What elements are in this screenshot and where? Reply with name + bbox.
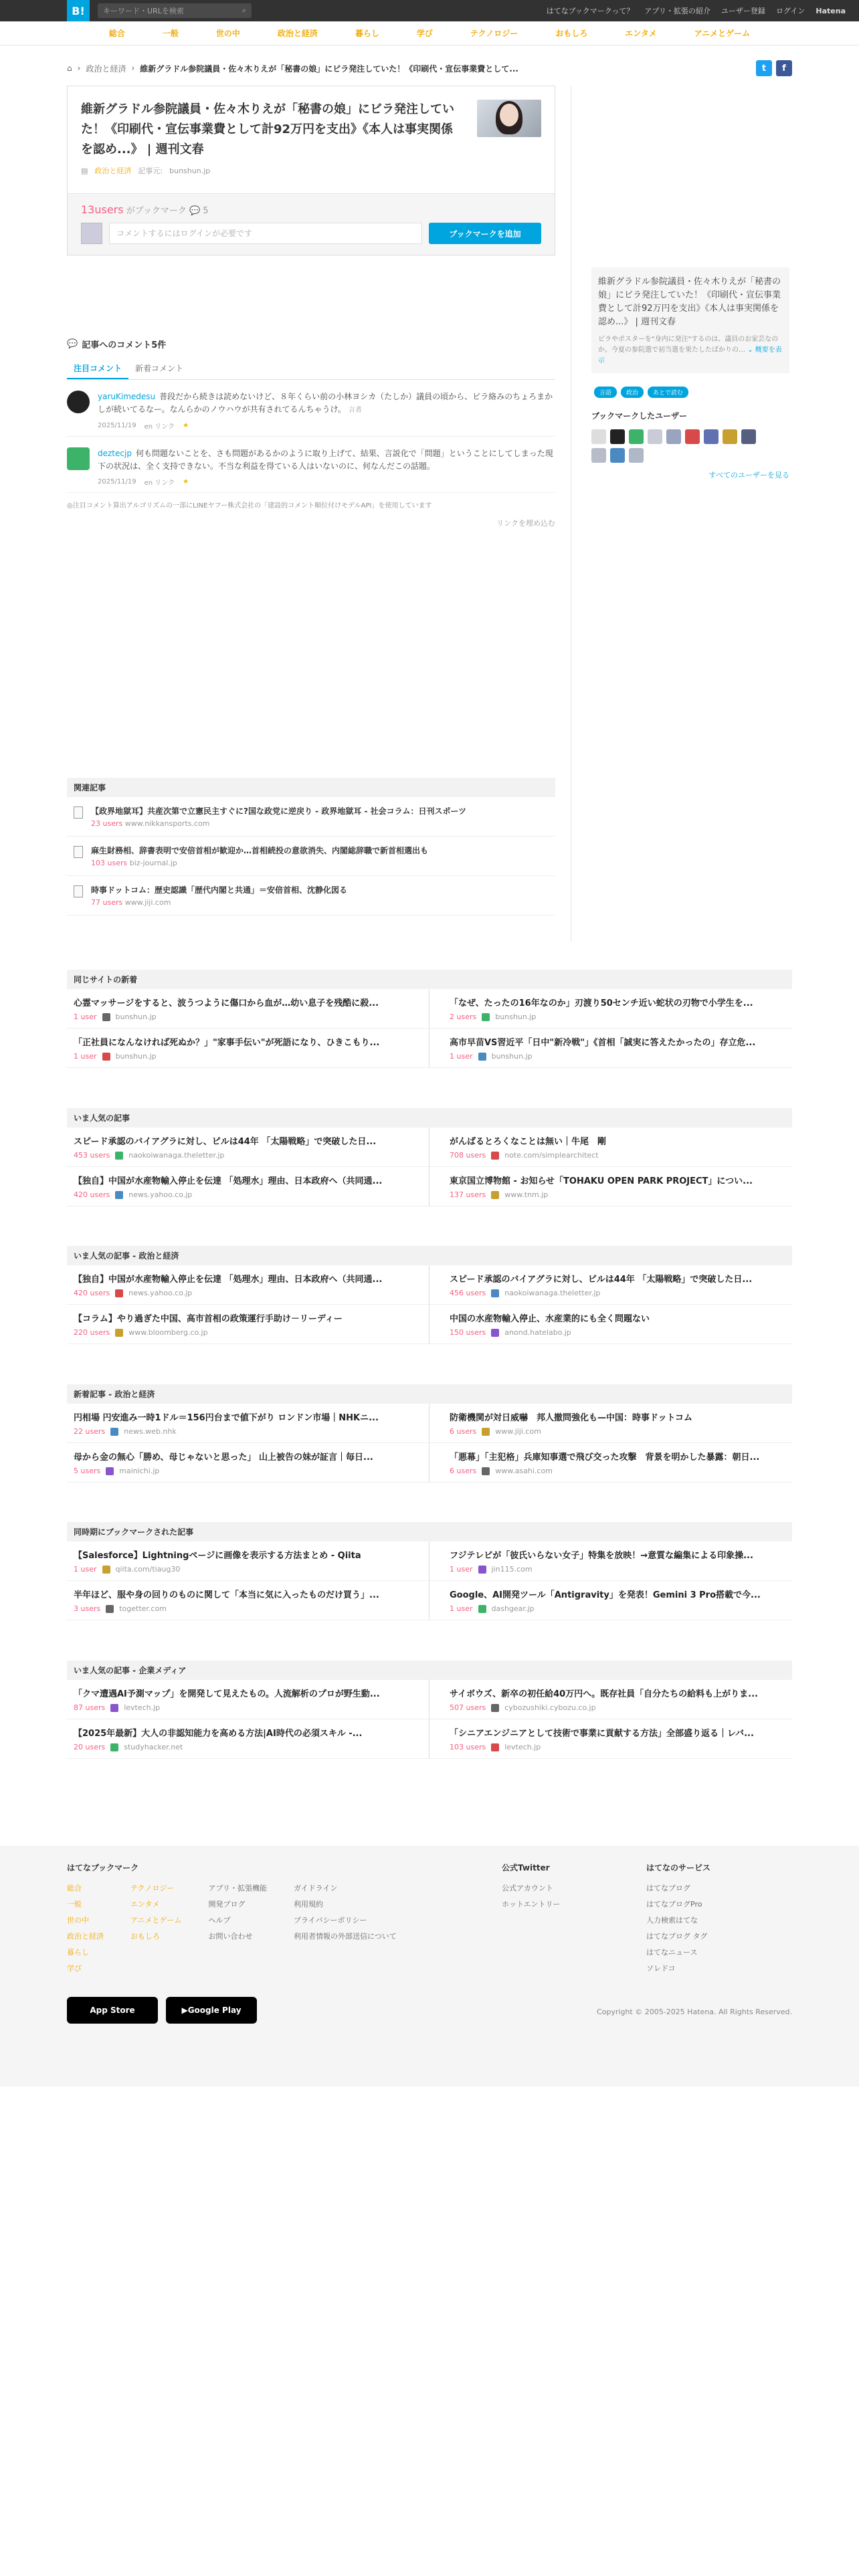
entry-title[interactable]: 半年ほど、服や身の回りのものに関して「本当に気に入ったものだけ買う」... [74,1590,379,1600]
favicon-icon [106,1467,114,1475]
comment-text: 何も問題ないことを、さも問題があるかのように取り上げて、結果、言説化で「問題」ということにしてしまった現下の状況は、全く支持できない。不当な利益を得ている人はいないのに、何なんだこの話題。 [98,449,553,471]
entry-title[interactable]: がんばるとろくなことは無い｜牛尾 剛 [450,1137,607,1147]
footer-link[interactable]: はてなブログPro [646,1900,702,1909]
breadcrumb-title: 維新グラドル参院議員・佐々木りえが「秘書の娘」にビラ発注していた！《印刷代・宣伝事業費として... [140,64,518,74]
favicon-icon [491,1704,499,1712]
entry-title[interactable]: 東京国立博物館 - お知らせ「TOHAKU OPEN PARK PROJECT」につい... [450,1176,753,1186]
users-count[interactable]: 5 users [74,1467,101,1475]
cat-game[interactable]: アニメとゲーム [694,29,751,38]
list-item[interactable] [67,989,430,1029]
embed-link[interactable]: リンクを埋め込む [496,519,555,528]
list-item[interactable] [430,1581,792,1620]
entry-title[interactable]: 【コラム】やり過ぎた中国、高市首相の政策運行手助け－リーディー [74,1314,343,1324]
entry-title[interactable]: 「悪幕」「主犯格」兵庫知事選で飛び交った攻撃 背景を明かした暴露：朝日... [450,1453,760,1463]
cat-general[interactable]: 一般 [162,29,179,38]
users-count[interactable]: 1 user [74,1565,97,1574]
list-item[interactable] [430,1404,792,1443]
entry-title[interactable]: スピード承認のバイアグラに対し、ピルは44年 「太陽戦略」で突破した日... [450,1275,753,1285]
entry-title[interactable]: 【独自】中国が水産物輸入停止を伝達 「処理水」理由、日本政府へ（共同通... [74,1176,383,1186]
footer-link[interactable]: 公式アカウント [502,1884,553,1893]
favicon-icon [491,1329,499,1337]
source-label: 記事元: [138,167,163,175]
favicon-icon [482,1013,490,1021]
favicon-icon [115,1191,123,1199]
breadcrumb [67,60,792,76]
entry-list-section [67,1522,792,1620]
footer-link[interactable]: はてなニュース [646,1948,698,1957]
footer-title: はてなブックマーク [67,1863,139,1872]
add-bookmark-button[interactable] [429,223,541,244]
favicon-icon [491,1289,499,1297]
users-count[interactable]: 103 users [450,1743,486,1751]
user-icon[interactable] [591,448,606,463]
entry-title[interactable]: 「クマ遭遇AI予測マップ」を開発して見えたもの。人流解析のプロが野生動... [74,1689,380,1699]
cat-all[interactable]: 総合 [108,29,125,38]
users-count[interactable]: 20 users [74,1743,106,1751]
list-item[interactable] [67,1029,430,1068]
algorithm-note: ◎注目コメント算出アルゴリズムの一部にLINEヤフー株式会社の「建設的コメント順位付けモデルAPI」を使用しています [67,502,432,510]
entry-site[interactable]: togetter.com [119,1604,167,1613]
sidebar [591,267,789,480]
list-item[interactable] [67,1680,430,1719]
entry-list-section [67,1660,792,1759]
user-icon[interactable] [591,429,606,444]
related-site[interactable]: www.nikkansports.com [124,819,210,828]
summary-title[interactable]: 維新グラドル参院議員・佐々木りえが「秘書の娘」にビラ発注していた！《印刷代・宣伝事業費として計92万円を支出》《本人は事実関係を認め...》 | 週刊文春 [598,277,781,327]
list-item[interactable] [67,1167,430,1206]
top-bar [0,0,859,21]
list-item[interactable] [430,1167,792,1206]
user-icon[interactable] [723,429,737,444]
entry-title[interactable]: フジテレビが「彼氏いらない女子」特集を放映！→意質な編集による印象操... [450,1551,753,1561]
user-icon[interactable] [704,429,719,444]
section-header: いま人気の記事 - 企業メディア [67,1660,792,1680]
category-nav [0,21,859,45]
entry-title[interactable]: 【Salesforce】Lightningページに画像を表示する方法まとめ - Qiita [74,1551,361,1561]
entry-site[interactable]: note.com/simplearchitect [504,1151,599,1160]
comment-link[interactable]: en リンク [144,423,175,431]
footer-link[interactable]: 世の中 [67,1916,89,1925]
entry-site[interactable]: qiita.com/tiaug30 [115,1565,181,1574]
entry-category[interactable]: 政治と経済 [94,167,132,175]
favicon-icon [115,1152,123,1160]
about-link[interactable]: はてなブックマークって？ [546,7,634,15]
related-title[interactable]: 時事ドットコム：歴史認識「歴代内閣と共通」＝安倍首相、沈静化図る [91,885,348,895]
footer [0,1846,859,2086]
footer-link[interactable]: お問い合わせ [208,1932,253,1941]
footer-link[interactable]: 人力検索はてな [646,1916,698,1925]
users-count[interactable]: 6 users [450,1467,477,1475]
comments-section [67,338,555,528]
entry-site[interactable]: news.yahoo.co.jp [128,1190,193,1199]
entry-site[interactable]: naokoiwanaga.theletter.jp [128,1151,225,1160]
show-summary-link[interactable]: ⌄ 概要を表示 [598,346,782,364]
related-section [67,778,555,916]
footer-link[interactable]: 暮らし [67,1948,89,1957]
comment-user[interactable]: yaruKimedesu [98,392,156,401]
entry-site[interactable]: anond.hatelabo.jp [504,1328,571,1337]
users-count[interactable]: 2 users [450,1012,477,1021]
users-count[interactable]: 1 user [450,1604,473,1613]
footer-link[interactable]: テクノロジー [130,1884,175,1893]
footer-link[interactable]: ガイドライン [294,1884,338,1893]
section-header: いま人気の記事 [67,1108,792,1128]
related-title[interactable]: 麻生財務相、辞書表明で安倍首相が歓迎か…首相続投の意欲消失、内閣総辞職で新首相選出も [91,846,429,855]
entry-summary [591,267,789,373]
home-icon[interactable]: ⌂ [67,64,72,73]
user-avatar[interactable] [67,447,90,470]
play-icon: ▶ [181,2006,188,2015]
chevron-right-icon: › [77,64,81,73]
app-store-badge[interactable] [67,1997,158,2024]
entry-site[interactable]: news.yahoo.co.jp [128,1289,193,1297]
cat-it[interactable]: テクノロジー [470,29,518,38]
list-item[interactable] [67,1443,430,1483]
entry-box [67,86,555,255]
entry-thumbnail[interactable] [477,100,541,137]
user-avatar[interactable] [67,391,90,413]
favicon-icon [102,1566,110,1574]
search-input[interactable] [98,3,252,18]
users-count[interactable]: 456 users [450,1289,486,1297]
user-icon[interactable] [610,429,625,444]
users-count[interactable]: 708 users [450,1151,486,1160]
users-count[interactable]: 1 user [74,1012,97,1021]
list-item[interactable] [67,1305,430,1344]
list-item[interactable] [67,1265,430,1305]
add-bookmark-label: ブックマークを追加 [449,229,521,239]
footer-link[interactable]: 政治と経済 [67,1932,104,1941]
footer-link[interactable]: 利用規約 [294,1900,324,1909]
cat-entertainment[interactable]: エンタメ [625,29,657,38]
entry-site[interactable]: www.jiji.com [495,1427,541,1436]
list-item[interactable] [430,1541,792,1581]
document-icon [74,885,83,897]
cat-social[interactable]: 世の中 [215,29,240,38]
list-item[interactable] [67,1128,430,1167]
users-count[interactable]: 1 user [450,1052,473,1061]
user-icon[interactable] [685,429,700,444]
cat-economics[interactable]: 政治と経済 [277,29,318,38]
favicon-icon [491,1191,499,1199]
favicon-icon [102,1053,110,1061]
cat-fun[interactable]: おもしろ [555,29,588,38]
favicon-icon [102,1013,110,1021]
star-icon[interactable]: ★ [183,478,189,486]
users-count[interactable]: 1 user [450,1565,473,1574]
list-item[interactable] [67,1719,430,1759]
users-count[interactable]: 220 users [74,1328,110,1337]
favicon-icon [491,1152,499,1160]
footer-link[interactable]: 開発ブログ [208,1900,246,1909]
favicon-icon [110,1428,118,1436]
comment-input[interactable]: コメントするにはログインが必要です [109,223,422,244]
entry-title[interactable]: 防衛機関が対日威嚇 邦人撤問強化も—中国：時事ドットコム [450,1413,692,1423]
entry-site[interactable]: naokoiwanaga.theletter.jp [504,1289,601,1297]
footer-link[interactable]: 学び [67,1964,82,1973]
favicon-icon [478,1566,486,1574]
entry-site[interactable]: cybozushiki.cybozu.co.jp [504,1703,596,1712]
bookmark-users [591,429,765,463]
favicon-icon [482,1467,490,1475]
entry-title[interactable]: 中国の水産物輸入停止、水産業的にも全く問題ない [450,1314,650,1324]
entry-title[interactable]: 維新グラドル参院議員・佐々木りえが「秘書の娘」にビラ発注していた！《印刷代・宣伝事業費として計92万円を支出》《本人は事実関係を認め...》 | 週刊文春 [81,102,454,156]
entry-site[interactable]: mainichi.jp [119,1467,160,1475]
users-count[interactable]: 3 users [74,1604,101,1613]
tag[interactable]: 政治 [621,387,644,398]
entry-title[interactable]: Google、AI開発ツール「Antigravity」を発表！Gemini 3 Pro搭載で今... [450,1590,761,1600]
list-item[interactable] [67,1581,430,1620]
favicon-icon [110,1704,118,1712]
related-site[interactable]: biz-journal.jp [129,859,177,867]
document-icon [74,807,83,819]
comment-tag[interactable]: 言者 [348,407,362,414]
search-placeholder: キーワード・URLを検索 [103,7,184,15]
tag[interactable]: 言語 [594,387,617,398]
comment-item [67,380,555,437]
related-header: 関連記事 [67,778,555,797]
footer-link[interactable]: アプリ・拡張機能 [208,1884,268,1893]
users-count[interactable]: 453 users [74,1151,110,1160]
user-icon[interactable] [666,429,681,444]
entry-list-section [67,970,792,1068]
document-icon [74,846,83,858]
footer-link[interactable]: 利用者情報の外部送信について [294,1932,397,1941]
entry-list-section [67,1108,792,1206]
footer-link[interactable]: ソレドコ [646,1964,676,1973]
list-item[interactable] [430,1443,792,1483]
hatebu-logo[interactable]: B! [67,0,90,21]
tag[interactable]: あとで読む [648,387,688,398]
users-count[interactable]: 420 users [74,1190,110,1199]
google-play-label: Google Play [187,2006,242,2015]
list-item[interactable] [430,1305,792,1344]
users-count[interactable]: 87 users [74,1703,106,1712]
list-item[interactable] [67,1404,430,1443]
entry-title[interactable]: 【独自】中国が水産物輸入停止を伝達 「処理水」理由、日本政府へ（共同通... [74,1275,383,1285]
user-icon[interactable] [741,429,756,444]
entry-title[interactable]: スピード承認のバイアグラに対し、ピルは44年 「太陽戦略」で突破した日... [74,1137,377,1147]
comment-count: 5 [203,206,209,216]
users-count[interactable]: 6 users [450,1427,477,1436]
list-item[interactable] [430,1719,792,1759]
entry-site[interactable]: bunshun.jp [115,1052,157,1061]
footer-link[interactable]: はてなブログ タグ [646,1932,708,1941]
users-count[interactable]: 137 users [450,1190,486,1199]
users-count[interactable]: 420 users [74,1289,110,1297]
favicon-icon [106,1605,114,1613]
user-icon[interactable] [610,448,625,463]
section-header: いま人気の記事 - 政治と経済 [67,1246,792,1265]
footer-link[interactable]: 総合 [67,1884,82,1893]
favicon-icon [115,1289,123,1297]
entry-site[interactable]: bunshun.jp [491,1052,533,1061]
related-users[interactable]: 23 users [91,819,123,828]
favicon-icon [482,1428,490,1436]
entry-title[interactable]: 【2025年最新】大人の非認知能力を高める方法|AI時代の必須スキル -... [74,1729,363,1739]
favicon-icon [110,1743,118,1751]
user-icon[interactable] [629,448,644,463]
entry-title[interactable]: サイボウズ、新卒の初任給40万円へ。既存社員「自分たちの給料も上がりま... [450,1689,758,1699]
comments-header: 記事へのコメント5件 [82,340,167,350]
entry-site[interactable]: news.web.nhk [124,1427,177,1436]
list-item[interactable] [430,1029,792,1068]
favicon-icon [478,1605,486,1613]
entry-site[interactable]: levtech.jp [504,1743,541,1751]
list-item[interactable] [430,1265,792,1305]
entry-site[interactable]: jin115.com [491,1565,533,1574]
users-count[interactable]: 507 users [450,1703,486,1712]
comment-icon: 💬 [67,339,78,349]
entry-site[interactable]: bunshun.jp [495,1012,537,1021]
comment-date[interactable]: 2025/11/19 [98,478,136,486]
footer-link[interactable]: おもしろ [130,1932,160,1941]
comment-user[interactable]: deztecjp [98,449,132,458]
chevron-right-icon: › [131,64,135,73]
related-site[interactable]: www.jiji.com [124,898,171,907]
list-item[interactable] [67,876,555,916]
footer-link[interactable]: はてなブログ [646,1884,690,1893]
app-store-label: App Store [90,2006,135,2015]
category-icon: ▤ [81,166,88,175]
entry-title[interactable]: 心霊マッサージをすると、波うつように傷口から血が…幼い息子を残酷に殺... [74,998,379,1008]
users-count[interactable]: 22 users [74,1427,106,1436]
bookmark-users-header: ブックマークしたユーザー [591,411,688,421]
footer-link[interactable]: エンタメ [130,1900,160,1909]
login-link[interactable]: ログイン [775,7,805,15]
twitter-share-icon[interactable]: t [756,60,772,76]
list-item[interactable] [430,1680,792,1719]
entry-site[interactable]: www.asahi.com [495,1467,553,1475]
cat-knowledge[interactable]: 学び [416,29,433,38]
section-header: 同じサイトの新着 [67,970,792,989]
list-item[interactable] [430,989,792,1029]
entry-site[interactable]: www.bloomberg.co.jp [128,1328,208,1337]
facebook-share-icon[interactable]: f [776,60,792,76]
entry-title[interactable]: 「なぜ、たったの16年なのか」刃渡り50センチ近い蛇状の刃物で小学生を... [450,998,753,1008]
comment-text: 普段だから続きは読めないけど、８年くらい前の小林ヨシカ（たしか）議員の頃から、ビラ絡みのちょろまかしが続いてるなー。なんらかのノウハウが共有されてるんちゃうけ。 [98,392,553,414]
comment-link[interactable]: en リンク [144,479,175,487]
entry-site[interactable]: studyhacker.net [124,1743,183,1751]
entry-site[interactable]: dashgear.jp [491,1604,535,1613]
entry-title[interactable]: 円相場 円安進み一時1ドル＝156円台まで値下がり ロンドン市場｜NHKニ... [74,1413,379,1423]
copyright: Copyright © 2005-2025 Hatena. All Rights Reserved. [596,2008,792,2016]
footer-link[interactable]: ホットエントリー [502,1900,561,1909]
hatena-logo[interactable]: Hatena [816,6,846,15]
list-item[interactable] [67,1541,430,1581]
search-icon[interactable]: ⌕ [242,6,246,15]
twitter-title: 公式Twitter [502,1863,550,1872]
footer-link[interactable]: 一般 [67,1900,82,1909]
summary-desc: ビラやポスターを"身内に発注"するのは、議員のお家芸なのか。今夏の参院選で初当選を果たしたばかりの… [598,336,779,354]
entry-title[interactable]: 「正社員になんなければ死ぬか？」"家事手伝い"が死語になり、ひきこもり... [74,1038,380,1048]
footer-link[interactable]: プライバシーポリシー [294,1916,367,1925]
users-suffix: がブックマーク [126,206,187,216]
services-title: はてなのサービス [646,1863,711,1872]
favicon-icon [115,1329,123,1337]
users-count[interactable]: 13users [81,203,124,216]
bookmark-form [68,193,555,255]
comment-item [67,437,555,493]
entry-site[interactable]: levtech.jp [124,1703,161,1712]
entry-list-section [67,1246,792,1344]
entry-site[interactable]: www.tnm.jp [504,1190,549,1199]
avatar [81,223,102,244]
list-item[interactable] [67,797,555,837]
user-icon[interactable] [648,429,662,444]
entry-title[interactable]: 母から金の無心「勝め、母じゃないと思った」 山上被告の妹が証言｜毎日... [74,1453,373,1463]
favicon-icon [478,1053,486,1061]
apps-link[interactable]: アプリ・拡張の紹介 [644,7,710,15]
user-icon[interactable] [629,429,644,444]
google-play-badge[interactable] [166,1997,257,2024]
entry-title[interactable]: 高市早苗VS習近平「日中"新冷戦"」《首相「誠実に答えたかったの」存立危... [450,1038,756,1048]
related-title[interactable]: 【政界地獄耳】共産次第で立憲民主すぐに?国な政党に逆戻り - 政界地獄耳 - 社会コラム：日刊スポーツ [91,807,467,816]
related-users[interactable]: 103 users [91,859,128,867]
comment-icon: 💬 [189,206,201,216]
register-link[interactable]: ユーザー登録 [721,7,765,15]
users-count[interactable]: 1 user [74,1052,97,1061]
entry-source[interactable]: bunshun.jp [169,166,211,175]
favicon-icon [491,1743,499,1751]
footer-link[interactable]: ヘルプ [208,1916,231,1925]
footer-link[interactable]: アニメとゲーム [130,1916,182,1925]
section-header: 新着記事 - 政治と経済 [67,1384,792,1404]
section-header: 同時期にブックマークされた記事 [67,1522,792,1541]
see-all-users-link[interactable]: すべてのユーザーを見る [708,471,789,479]
entry-list-section [67,1384,792,1483]
comment-date[interactable]: 2025/11/19 [98,422,136,429]
list-item[interactable] [430,1128,792,1167]
tab-new[interactable]: 新着コメント [135,364,184,373]
users-count[interactable]: 150 users [450,1328,486,1337]
list-item[interactable] [67,837,555,876]
entry-title[interactable]: 「シニアエンジニアとして技術で事業に貢献する方法」全部盛り返る｜レバ... [450,1729,754,1739]
show-summary-label: 概要を表示 [598,346,782,364]
tab-popular[interactable]: 注目コメント [67,358,128,379]
related-users[interactable]: 77 users [91,898,123,907]
breadcrumb-category[interactable]: 政治と経済 [86,64,126,74]
star-icon[interactable]: ★ [183,422,189,429]
entry-site[interactable]: bunshun.jp [115,1012,157,1021]
cat-life[interactable]: 暮らし [355,29,379,38]
